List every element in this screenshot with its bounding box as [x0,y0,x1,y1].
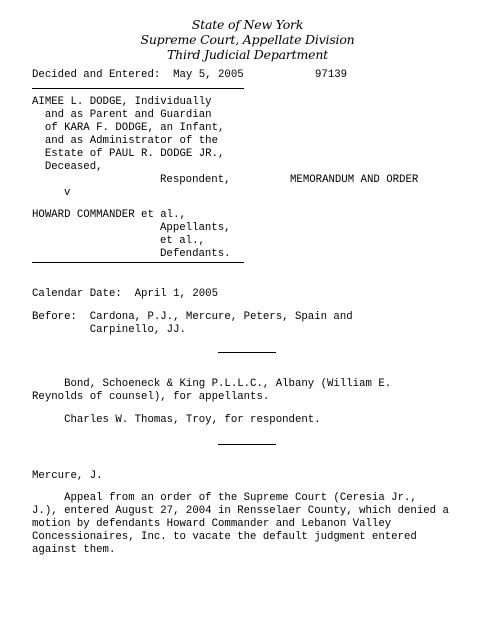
appellants-counsel: Reynolds of counsel), for appellants. [32,391,270,403]
plaintiff-line: Deceased, [32,161,103,173]
calendar-date: Calendar Date: April 1, 2005 [32,288,218,300]
section-divider [218,352,276,353]
appellants-counsel: Bond, Schoeneck & King P.L.L.C., Albany (William E. [32,378,392,390]
defendant-role: et al., [160,235,205,247]
opinion-line: J.), entered August 27, 2004 in Rensselaer County, which denied a [32,505,449,517]
order-type: MEMORANDUM AND ORDER [290,174,419,186]
defendant-name: HOWARD COMMANDER et al., [32,209,186,221]
plaintiff-line: Estate of PAUL R. DODGE JR., [32,148,225,160]
opinion-line: against them. [32,544,116,556]
before-line: Before: Cardona, P.J., Mercure, Peters, Spain and [32,311,353,323]
before-line: Carpinello, JJ. [32,324,186,336]
opinion-line: Concessionaires, Inc. to vacate the default judgment entered [32,531,417,543]
caption-rule-top [32,88,244,89]
plaintiff-line: and as Parent and Guardian [32,109,212,121]
opinion-line: motion by defendants Howard Commander and Lebanon Valley [32,518,392,530]
court-heading: Supreme Court, Appellate Division [140,32,355,47]
plaintiff-line: and as Administrator of the [32,135,218,147]
state-heading: State of New York [191,17,304,32]
department-heading: Third Judicial Department [166,47,329,62]
docket-number: 97139 [315,69,348,81]
caption-rule-bottom [32,262,244,263]
decided-entered-line: Decided and Entered: May 5, 2005 [32,69,244,81]
versus: v [64,187,71,199]
defendant-role: Defendants. [160,248,231,260]
defendant-role: Appellants, [160,222,231,234]
plaintiff-line: of KARA F. DODGE, an Infant, [32,122,225,134]
plaintiff-line: AIMEE L. DODGE, Individually [32,96,212,108]
respondent-label: Respondent, [160,174,231,186]
section-divider [218,444,276,445]
opinion-line: Appeal from an order of the Supreme Court (Ceresia Jr., [32,492,417,504]
opinion-author: Mercure, J. [32,470,103,482]
respondent-counsel: Charles W. Thomas, Troy, for respondent. [32,414,321,426]
